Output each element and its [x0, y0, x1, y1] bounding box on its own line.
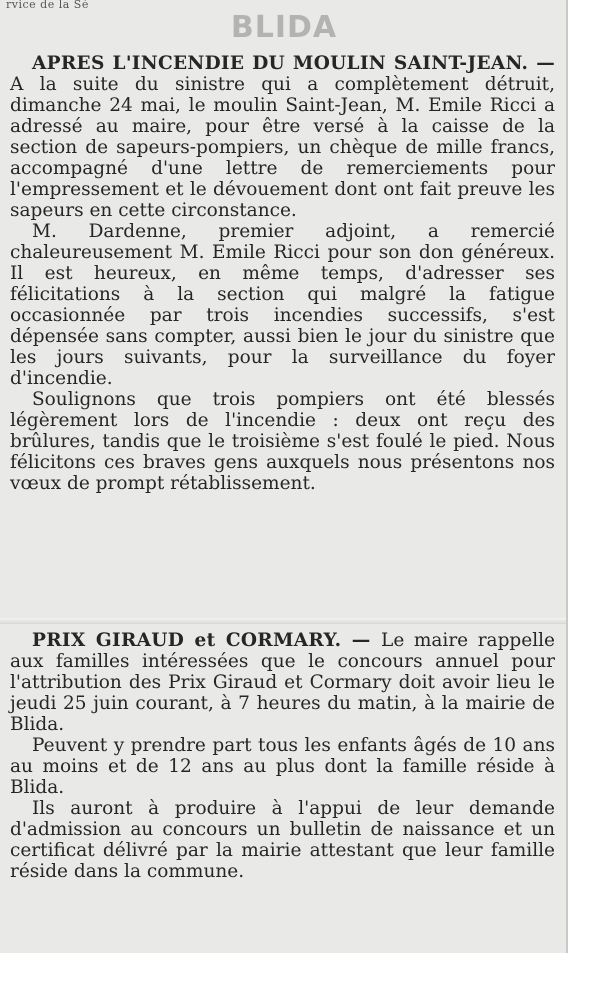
clipping-edge — [566, 0, 568, 953]
article1-paragraph-3: Soulignons que trois pompiers ont été blessés légèrement lors de l'incendie : deux ont reçu des brûlures, tandis que le troisième s'est foulé le pied. Nous félicitons ces braves gens auxquels nous présentons nos vœux de prompt rétablissement. — [10, 389, 555, 494]
article2-headline: PRIX GIRAUD et CORMARY. — — [32, 630, 382, 651]
article1-headline: APRES L'INCENDIE DU MOULIN SAINT-JEAN. — — [32, 53, 555, 74]
clipping-fold — [0, 618, 568, 624]
article1-paragraph-1 — [10, 53, 555, 221]
cut-off-text: rvice de la Sé — [6, 0, 89, 10]
article2-paragraph-3: Ils auront à produire à l'appui de leur demande d'admission au concours un bulletin de naissance et un certificat délivré par la mairie attestant que leur famille réside dans la commune. — [10, 798, 555, 882]
article2-paragraph-1-text: Le maire rappelle aux familles intéressées que le concours annuel pour l'attribution des Prix Giraud et Cormary doit avoir lieu le jeudi 25 juin courant, à 7 heures du matin, à la mairie de Blida. — [10, 630, 555, 735]
article2-paragraph-1 — [10, 630, 555, 735]
article2-paragraph-2: Peuvent y prendre part tous les enfants âgés de 10 ans au moins et de 12 ans au plus dont la famille réside à Blida. — [10, 735, 555, 798]
article1-paragraph-1-text: A la suite du sinistre qui a complètement détruit, dimanche 24 mai, le moulin Saint-Jean, M. Emile Ricci a adressé au maire, pour être versé à la caisse de la section de sapeurs-pompiers, un chèque de mille francs, accompagné d'une lettre de remerciements pour l'empressement et le dévouement dont ont fait preuve les sapeurs en cette circonstance. — [10, 74, 555, 221]
article1-paragraph-2: M. Dardenne, premier adjoint, a remercié chaleureusement M. Emile Ricci pour son don généreux. Il est heureux, en même temps, d'adresser ses félicitations à la section qui malgré la fatigue occasionnée par trois incendies successifs, s'est dépensée sans compter, aussi bien le jour du sinistre que les jours suivants, pour la surveillance du foyer d'incendie. — [10, 221, 555, 389]
article-moulin-saint-jean — [10, 53, 555, 494]
section-heading: BLIDA — [230, 10, 338, 45]
article-prix-giraud-cormary — [10, 630, 555, 882]
